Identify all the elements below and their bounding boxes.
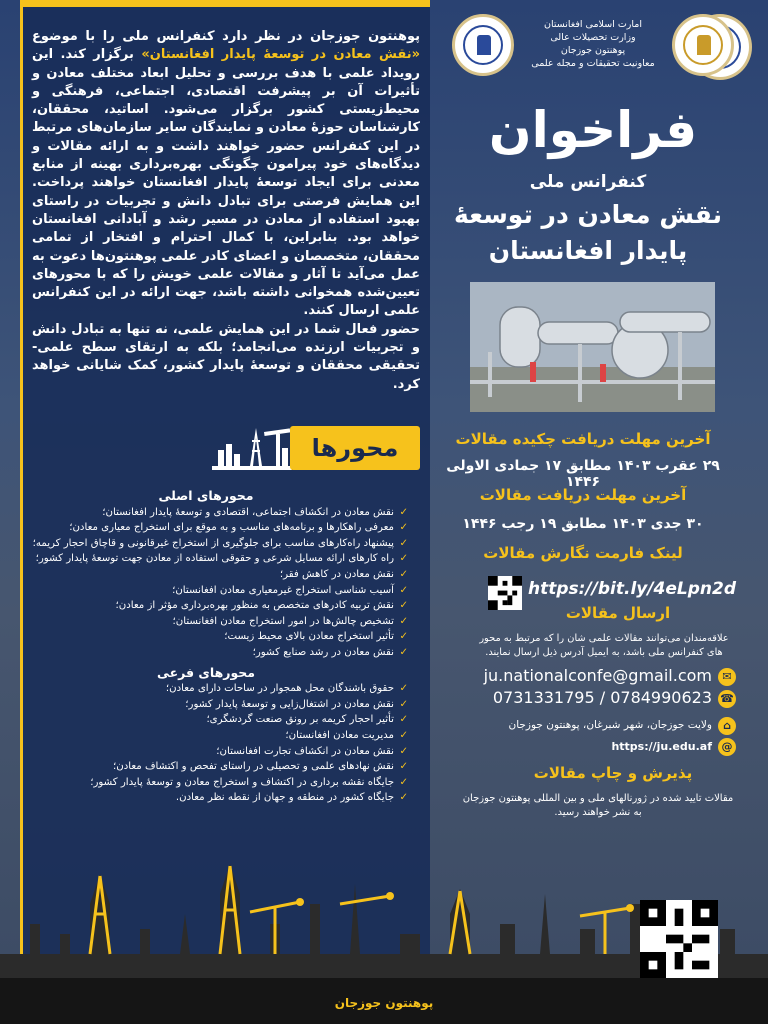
address-row [468,717,736,737]
intro-text [32,28,420,394]
topic-text: تشخیص چالش‌ها در امور استخراج معادن افغانستان؛ [172,615,394,627]
topic-list-item [32,629,408,645]
topic-text: تأثیر احجار کریمه بر رونق صنعت گردشگری؛ [206,714,394,726]
topic-text: معرفی راهکارها و برنامه‌های مناسب و به موقع برای استخراج معیاری معادن؛ [69,522,394,534]
topic-text: نقش معادن در کاهش فقر؛ [279,568,394,580]
paper-deadline-label: آخرین مهلت دریافت مقالات [479,486,687,504]
topics-heading: محورها [290,426,420,470]
check-icon: ✓ [399,776,408,788]
phone-row [468,690,736,710]
paper-deadline-date: ۳۰ جدی ۱۴۰۳ مطابق ۱۹ رجب ۱۴۴۶ [462,516,704,532]
topic-list-item [32,551,408,567]
intro-part1: پوهنتون جوزجان در نظر دارد کنفرانس ملی را با موضوع [32,29,420,44]
topic-list-item [32,790,408,806]
topic-text: تأثیر استخراج معادن بالای محیط زیست؛ [224,631,394,643]
check-icon: ✓ [399,537,408,549]
topic-text: نقش نهادهای علمی و تحصیلی در راستای تفحص و اکتشاف معادن؛ [112,761,394,773]
footer-university: پوهنتون جوزجان [334,996,434,1010]
topic-text: حقوق باشندگان محل همجوار در ساحات دارای معادن؛ [165,683,394,695]
phone-icon: ☎ [718,690,736,708]
check-icon: ✓ [399,600,408,612]
topic-line-1: نقش معادن در توسعهٔ [453,200,723,229]
intro-highlight: «نقش معادن در توسعهٔ پایدار افغانستان» [141,47,420,63]
check-icon: ✓ [399,615,408,627]
topic-list-item [32,520,408,536]
main-topics-list [32,505,420,661]
topic-list-item [32,759,408,775]
topic-text: نقش معادن در انکشاف اجتماعی، اقتصادی و توسعهٔ پایدار افغانستان؛ [102,506,394,518]
topic-lists [32,488,420,810]
topics-header-area [32,420,420,480]
email-row [468,668,736,688]
org-line-1: امارت اسلامی افغانستان [544,19,642,30]
email-address[interactable]: ju.nationalconfe@gmail.com [483,666,712,685]
conference-subtitle: کنفرانس ملی [529,172,647,192]
sub-topics-heading: محورهای فرعی [156,664,256,680]
phone-numbers[interactable]: 0731331795 / 0784990623 [492,688,712,707]
bottom-qr-code [640,900,718,978]
publish-note: مقالات تایید شده در ژورنالهای ملی و بین المللی پوهنتون جوزجان به نشر خواهند رسید. [462,793,734,818]
check-icon: ✓ [399,631,408,643]
publish-heading: پذیرش و چاپ مقالات [533,764,693,782]
org-line-3: پوهنتون جوزجان [560,45,626,56]
oil-derrick-icon [212,420,292,472]
org-line-4: معاونیت تحقیقات و مجله علمی [531,58,655,69]
intro-part2: برگزار کند. این رویداد علمی با هدف بررسی و تحلیل ابعاد مختلف معادن و تأثیرات آن بر پیشرفت اقتصادی، اجتماعی، فرهنگی و محیط‌زیستی کشور برگزار می‌شود. اساتید، محققان، کارشناسان حوزهٔ معادن و نمایندگان سایر سازمان‌های مرتبط در این کنفرانس حضور خواهند داشت و به ارائه مقالات و دیدگاه‌های خود پیرامون چگونگی بهره‌برداری بهینه از منابع معدنی برای ایجاد توسعهٔ پایدار افغانستان خواهند پرداخت. این همایش فرصتی برای تبادل دانش و تجربیات در راستای بهبود استفاده از معادن در مسیر رشد و آبادانی افغانستان خواهد بود. بنابراین، با کمال احترام و افتخار از تمامی محققان، متخصصان و اعضای کادر علمی پوهنتون‌ها دعوت به عمل می‌آید تا آثار و مقالات علمی خویش را که با محورهای تعیین‌شده همخوانی داشته باشد، جهت ارائه در این کنفرانس علمی ارسال کنند. [32,47,420,319]
check-icon: ✓ [399,568,408,580]
page-title: فراخوان [488,101,698,159]
check-icon: ✓ [399,584,408,596]
topic-text: نقش معادن در اشتغال‌زایی و توسعهٔ پایدار کشور؛ [185,698,394,710]
conference-topic [438,197,738,269]
submission-note: علاقه‌مندان می‌توانند مقالات علمی شان را که مرتبط به محور های کنفرانس ملی باشد، به ایمیل آدرس ذیل ارسال نمایند. [479,633,729,658]
check-icon: ✓ [399,646,408,658]
topic-list-item [32,583,408,599]
website-link[interactable]: https://ju.edu.af [611,740,712,753]
topic-list-item [32,505,408,521]
topic-line-2: پایدار افغانستان [488,236,688,265]
topic-list-item [32,697,408,713]
check-icon: ✓ [399,506,408,518]
topic-list-item [32,681,408,697]
check-icon: ✓ [399,761,408,773]
topic-text: مدیریت معادن افغانستان؛ [285,729,394,741]
topic-text: نقش معادن در رشد صنایع کشور؛ [252,646,394,658]
address-text: ولایت جوزجان، شهر شبرغان، پوهنتون جوزجان [508,719,712,731]
ministry-seal-logo [672,14,734,76]
submission-heading: ارسال مقالات [565,604,671,622]
check-icon: ✓ [399,714,408,726]
topic-list-item [32,598,408,614]
topic-list-item [32,567,408,583]
check-icon: ✓ [399,698,408,710]
topic-text: راه کارهای ارائه مسایل شرعی و حقوقی استفاده از معادن جهت توسعهٔ پایدار کشور؛ [35,553,394,565]
topic-text: نقش تربیه کادرهای متخصص به منظور بهره‌برداری مؤثر از معادن؛ [115,600,394,612]
website-row [468,738,736,758]
org-line-2: وزارت تحصیلات عالی [550,32,636,43]
topic-list-item [32,775,408,791]
location-icon: ⌂ [718,717,736,735]
sub-topics-list [32,681,420,806]
topic-text: جایگاه کشور در منطقه و جهان از نقطه نظر معادن. [175,792,394,804]
left-accent-line [20,7,23,967]
topic-list-item [32,712,408,728]
check-icon: ✓ [399,522,408,534]
topic-text: آسیب شناسی استخراج غیرمعیاری معادن افغانستان؛ [172,584,394,596]
industrial-plant-photo [470,282,715,412]
topic-list-item [32,536,408,552]
intro-paragraph-2: حضور فعال شما در این همایش علمی، نه تنها به تبادل دانش و تجربیات ارزنده می‌انجامد؛ بلکه به ارتقای سطح علمی- تحقیقی محققان و توسعهٔ پایدار کشور، کمک شایانی خواهد کرد. [32,321,420,392]
check-icon: ✓ [399,683,408,695]
topic-text: جایگاه نقشه برداری در اکتشاف و استخراج معادن و توسعهٔ پایدار کشور؛ [90,776,394,788]
web-icon: @ [718,738,736,756]
organization-lines [518,18,668,70]
check-icon: ✓ [399,553,408,565]
topic-list-item [32,645,408,661]
abstract-deadline-date: ۲۹ عقرب ۱۴۰۳ مطابق ۱۷ جمادی الاولی ۱۴۴۶ [446,458,720,490]
topic-list-item [32,614,408,630]
check-icon: ✓ [399,729,408,741]
check-icon: ✓ [399,792,408,804]
abstract-deadline-label: آخرین مهلت دریافت چکیده مقالات [455,430,711,448]
topic-list-item [32,744,408,760]
topic-text: پیشنهاد راه‌کارهای مناسب برای جلوگیری از استخراج غیرقانونی و قاچاق احجار کریمه؛ [32,537,394,549]
main-topics-heading: محورهای اصلی [158,488,254,503]
top-accent-bar [20,0,430,7]
format-link[interactable]: https://bit.ly/4eLpn2d [528,579,737,599]
university-seal-logo [452,14,514,76]
topic-list-item [32,728,408,744]
topic-text: نقش معادن در انکشاف تجارت افغانستان؛ [216,745,394,757]
format-link-label: لینک فارمت نگارش مقالات [483,544,683,562]
check-icon: ✓ [399,745,408,757]
email-icon: ✉ [718,668,736,686]
